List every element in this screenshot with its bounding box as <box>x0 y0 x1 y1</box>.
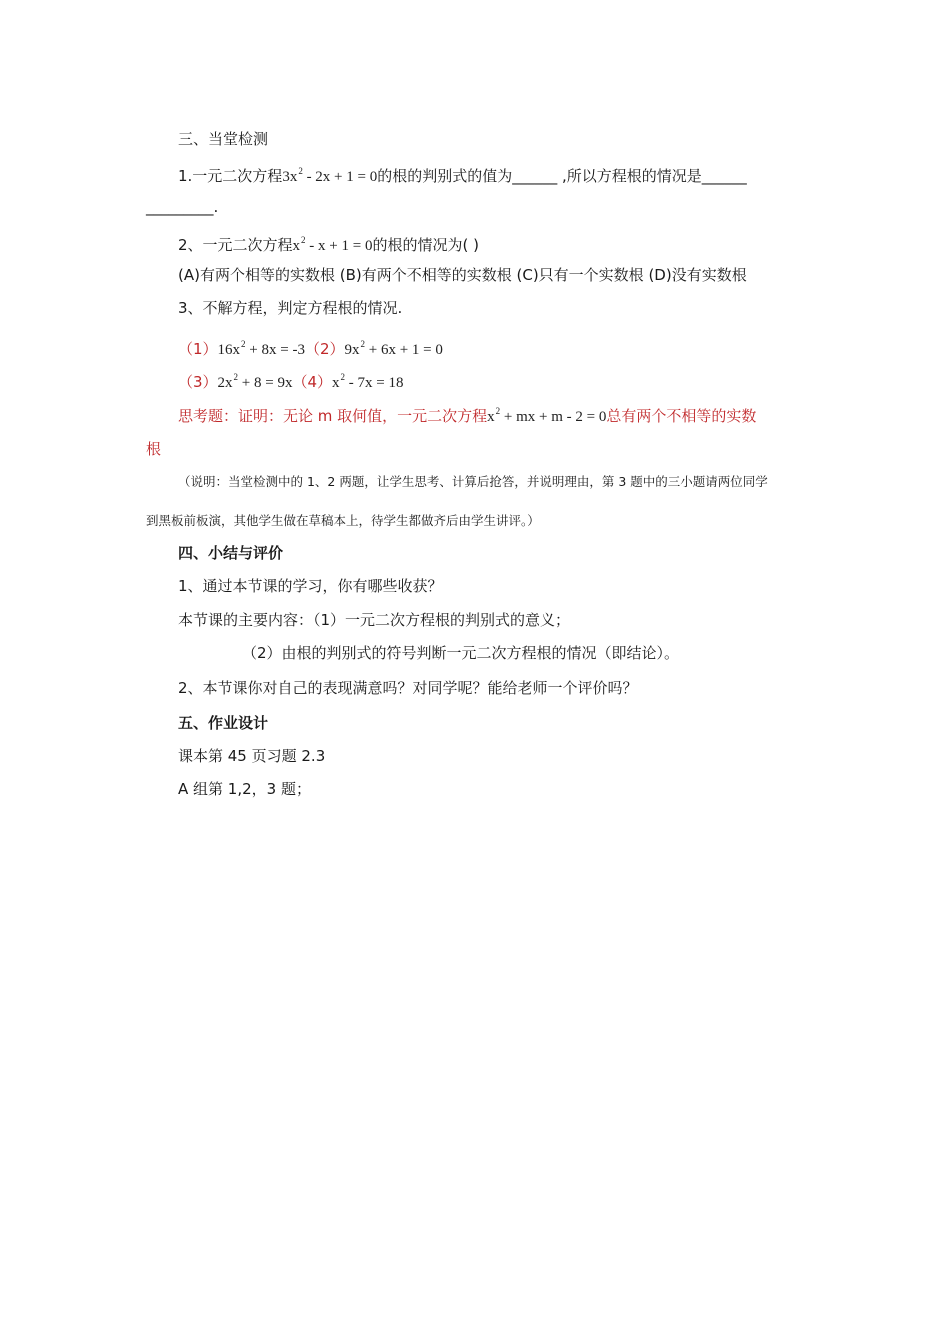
section4-question-1: 1、通过本节课的学习，你有哪些收获？ <box>178 577 443 595</box>
part-1-equation: $16x^2 + 8x = -3$ <box>217 339 305 358</box>
question-3-parts-3-4 <box>178 367 403 393</box>
think-prefix: 思考题：证明：无论 m 取何值，一元二次方程 <box>178 407 488 425</box>
part-2-label: （2） <box>304 340 345 358</box>
question-2-options: (A)有两个相等的实数根 (B)有两个不相等的实数根 (C)只有一个实数根 (D)没有实数根 <box>178 266 747 284</box>
q1-equation: $3x^2 - 2x + 1 = 0$ <box>282 166 378 185</box>
part-4-label: （4） <box>292 373 333 391</box>
section4-heading: 四、小结与评价 <box>178 544 284 562</box>
question-2 <box>178 230 479 256</box>
section3-heading: 三、当堂检测 <box>178 130 269 148</box>
homework-line-2: A 组第 1,2，3 题； <box>178 780 311 798</box>
section4-question-2: 2、本节课你对自己的表现满意吗？对同学呢？能给老师一个评价吗？ <box>178 679 638 697</box>
teaching-note-line-2: 到黑板前板演，其他学生做在草稿本上，待学生都做齐后由学生讲评。） <box>146 513 540 528</box>
question-1-continued: _________. <box>146 198 219 216</box>
part-3-equation: $2x^2 + 8 = 9x$ <box>217 372 293 391</box>
think-equation: $x^2$ + mx + m - 2 = 0 <box>487 406 607 425</box>
think-question-continued: 根 <box>146 440 162 458</box>
think-suffix: 总有两个不相等的实数 <box>606 407 757 425</box>
section4-main-content-1: 本节课的主要内容：（1）一元二次方程根的判别式的意义； <box>178 611 571 629</box>
homework-line-1: 课本第 45 页习题 2.3 <box>178 747 326 765</box>
part-3-label: （3） <box>178 373 218 391</box>
question-1 <box>178 161 747 187</box>
section5-heading: 五、作业设计 <box>178 714 269 732</box>
q2-suffix: 的根的情况为( ) <box>372 236 479 254</box>
question-3: 3、不解方程，判定方程根的情况. <box>178 299 403 317</box>
part-2-equation: $9x^2 + 6x + 1 = 0$ <box>344 339 443 358</box>
question-3-parts-1-2 <box>178 334 443 360</box>
part-1-label: （1） <box>178 340 218 358</box>
think-question <box>178 401 756 427</box>
q2-prefix: 2、一元二次方程 <box>178 236 293 254</box>
q1-mid: 的根的判别式的值为______ ,所以方程根的情况是______ <box>377 167 747 185</box>
q1-prefix: 1.一元二次方程 <box>178 167 283 185</box>
teaching-note-line-1: （说明：当堂检测中的 1、2 两题，让学生思考、计算后抢答，并说明理由，第 3 题中的三小题请两位同学 <box>178 474 768 489</box>
q2-equation: $x^2 - x + 1 = 0$ <box>292 235 373 254</box>
section4-main-content-2: （2）由根的判别式的符号判断一元二次方程根的情况（即结论）。 <box>242 644 680 662</box>
part-4-equation: $x^2 - 7x = 18$ <box>332 372 404 391</box>
